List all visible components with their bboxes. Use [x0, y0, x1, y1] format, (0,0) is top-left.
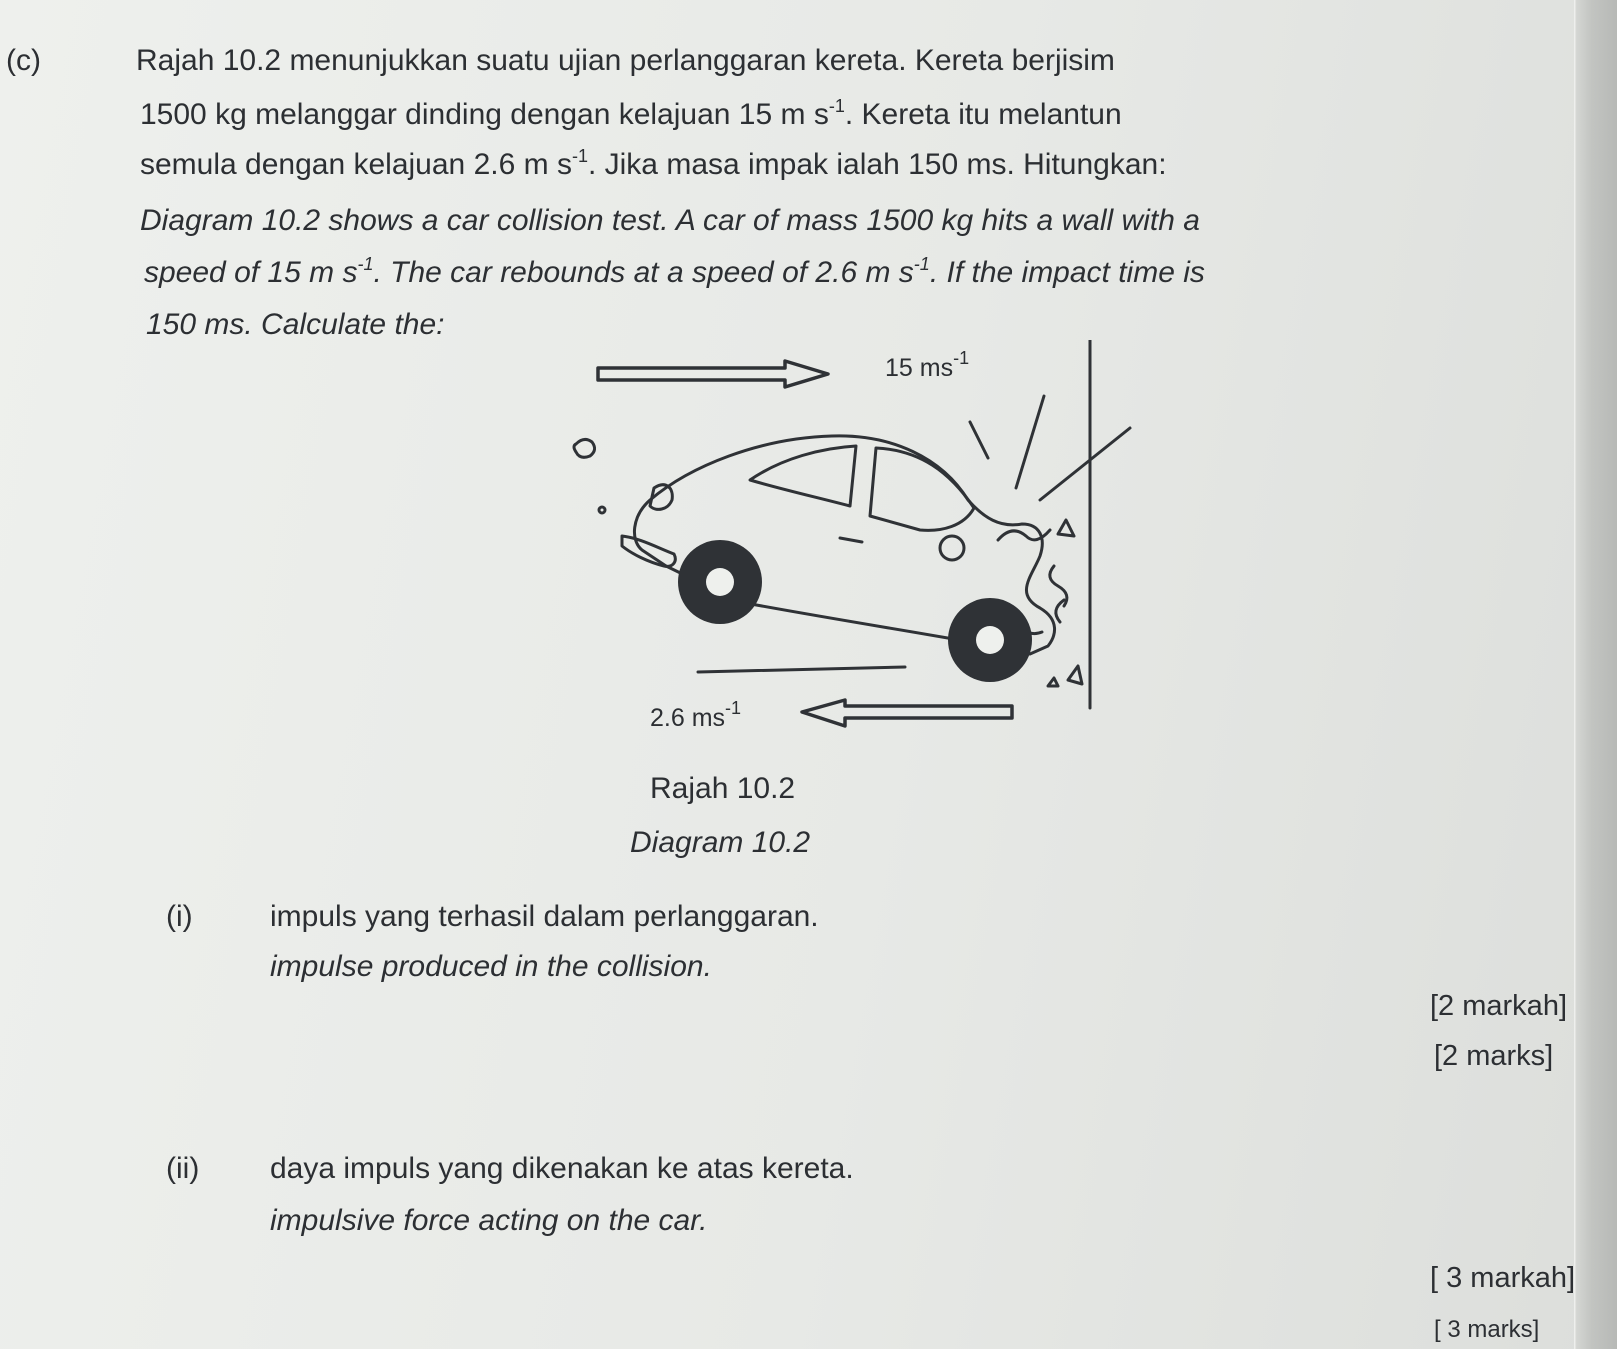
unit-exponent: -1 [828, 96, 845, 116]
malay-line-3 [140, 148, 1167, 182]
speed-in-label [885, 348, 970, 383]
part-ii-malay: daya impuls yang dikenakan ke atas kereta. [270, 1152, 854, 1185]
debris-icon [1058, 520, 1074, 536]
part-ii-marks-english: [ 3 marks] [1434, 1316, 1540, 1343]
english-line-2-c: . If the impact time is [929, 256, 1205, 289]
impact-line [1016, 396, 1044, 488]
debris-icon [1068, 666, 1082, 684]
part-i-marks-malay: [2 markah] [1430, 990, 1567, 1022]
page-fold-line [1574, 0, 1577, 1349]
malay-line-2-b: . Kereta itu melantun [844, 98, 1122, 131]
car-window-front [870, 448, 974, 530]
english-line-2 [144, 256, 1205, 290]
page-fold-shadow [1575, 0, 1617, 1349]
diagram-caption-malay: Rajah 10.2 [650, 772, 796, 805]
speed-out-value: 2.6 ms [650, 704, 726, 732]
malay-line-3-b: . Jika masa impak ialah 150 ms. Hitungkan: [587, 148, 1167, 181]
car-window-rear [750, 446, 856, 506]
arrow-outgoing-icon [802, 700, 1012, 726]
english-line-2-b: . The car rebounds at a speed of 2.6 m s [373, 256, 914, 289]
speed-in-value: 15 ms [885, 354, 954, 382]
question-label: (c) [6, 44, 41, 77]
car-rear-wheel [678, 540, 762, 624]
part-i-english: impulse produced in the collision. [270, 950, 712, 983]
car-rear-bumper [622, 536, 675, 566]
ground-line [698, 667, 905, 672]
car-rear-light [650, 485, 672, 510]
malay-line-2-a: 1500 kg melanggar dinding dengan kelajuan 15 m s [140, 98, 829, 131]
exhaust-puff-icon [599, 507, 605, 513]
diagram-caption-english: Diagram 10.2 [630, 826, 811, 859]
exhaust-puff-icon [574, 439, 595, 457]
speed-in-exponent: -1 [953, 348, 970, 368]
unit-exponent: -1 [571, 146, 588, 166]
part-i-label: (i) [166, 900, 193, 933]
impact-line [970, 422, 988, 458]
car-front-wheel [948, 598, 1032, 682]
speed-out-exponent: -1 [725, 698, 742, 718]
part-ii-label: (ii) [166, 1152, 200, 1185]
car-collision-diagram [570, 340, 1190, 760]
speed-out-label [650, 698, 742, 733]
malay-line-3-a: semula dengan kelajuan 2.6 m s [140, 148, 572, 181]
part-ii-marks-malay: [ 3 markah] [1430, 1262, 1576, 1294]
car-door-handle [840, 538, 862, 542]
car-headlight [940, 536, 964, 560]
part-i-marks-english: [2 marks] [1434, 1040, 1554, 1072]
english-line-3: 150 ms. Calculate the: [146, 308, 445, 341]
debris-icon [1048, 678, 1058, 686]
english-line-1: Diagram 10.2 shows a car collision test. A car of mass 1500 kg hits a wall with a [140, 204, 1200, 237]
unit-exponent: -1 [357, 254, 374, 274]
english-line-2-a: speed of 15 m s [144, 256, 358, 289]
part-ii-english: impulsive force acting on the car. [270, 1204, 708, 1237]
malay-line-1: Rajah 10.2 menunjukkan suatu ujian perlanggaran kereta. Kereta berjisim [136, 44, 1115, 77]
arrow-incoming-icon [598, 361, 828, 387]
part-i-malay: impuls yang terhasil dalam perlanggaran. [270, 900, 819, 933]
unit-exponent: -1 [913, 254, 930, 274]
car-crumple [1056, 600, 1064, 622]
malay-line-2 [140, 98, 1122, 132]
impact-line [1040, 428, 1130, 500]
